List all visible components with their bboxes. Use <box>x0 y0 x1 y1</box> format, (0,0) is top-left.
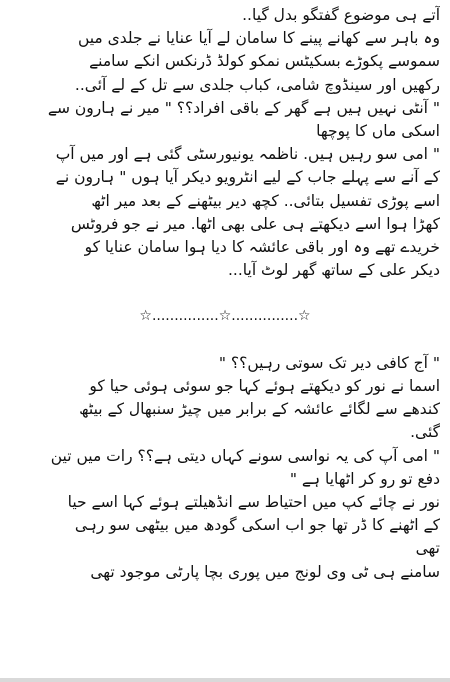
text-line: سموسے پکوڑے بسکیٹس نمکو کولڈ ڈرنکس انکے سامنے <box>89 52 440 71</box>
page-bottom-divider <box>0 678 450 682</box>
text-line: " آنٹی نہیں ہیں ہے گھر کے باقی افراد؟؟ " میر نے ہارون سے <box>47 98 440 117</box>
text-line: سامنے ہی ٹی وی لونج میں پوری بچا پارٹی موجود تھی <box>90 562 440 581</box>
text-line: کھڑا ہوا اسے دیکھتے ہی علی بھی اٹھا. میر نے جو فروٹس <box>70 214 440 233</box>
text-line: کندھے سے لگائے عائشہ کے برابر میں چیڑ سنبھال کے بیٹھ <box>79 400 440 419</box>
text-line: خریدے تھے وہ اور باقی عائشہ کا دیا ہوا سامان عنایا کو <box>84 237 440 256</box>
text-line: دفع تو رو کر اٹھایا ہے " <box>289 469 440 488</box>
text-line: " آج کافی دیر تک سوتی رہیں؟؟ " <box>218 353 440 372</box>
text-line: نور نے چائے کپ میں احتیاط سے انڈھیلتے ہوئے کہا اسے حیا <box>67 492 440 511</box>
text-line: رکھیں اور سینڈوچ شامی، کباب جلدی سے تل کے لے آئی.. <box>74 75 440 94</box>
text-line: گئی. <box>410 423 440 442</box>
scene-break-stars: ☆...............☆...............☆ <box>139 308 311 325</box>
blank-line <box>10 329 440 352</box>
text-line: کے آنے سے پہلے جاب کے لیے انٹرویو دیکر آیا ہوں " ہارون نے <box>55 168 440 187</box>
text-line: دیکر علی کے ساتھ گھر لوٹ آیا... <box>228 261 440 280</box>
text-line: اسے پوڑی تفسیل بتائی.. کچھ دیر بیٹھنے کے بعد میر اٹھ <box>91 191 440 210</box>
text-line: وہ باہر سے کھانے پینے کا سامان لے آیا عنایا نے جلدی میں <box>77 29 440 48</box>
text-line: تھی <box>415 539 440 558</box>
text-line: اسما نے نور کو دیکھتے ہوئے کہا جو سوئی ہوئی حیا کو <box>89 377 440 395</box>
text-line: اسکی ماں کا پوچھا <box>316 121 440 140</box>
text-line: " امی سو رہیں ہیں. ناظمہ یونیورسٹی گئی ہے اور میں آپ <box>55 145 440 164</box>
text-line: " امی آپ کی یہ نواسی سونے کہاں دیتی ہے؟؟ رات میں تین <box>50 446 440 465</box>
text-line: آتے ہی موضوع گفتگو بدل گیا.. <box>242 6 440 24</box>
blank-line <box>10 282 440 305</box>
text-line: کے اٹھنے کا ڈر تھا جو اب اسکی گودھ میں بیٹھی سو رہی <box>74 516 440 535</box>
